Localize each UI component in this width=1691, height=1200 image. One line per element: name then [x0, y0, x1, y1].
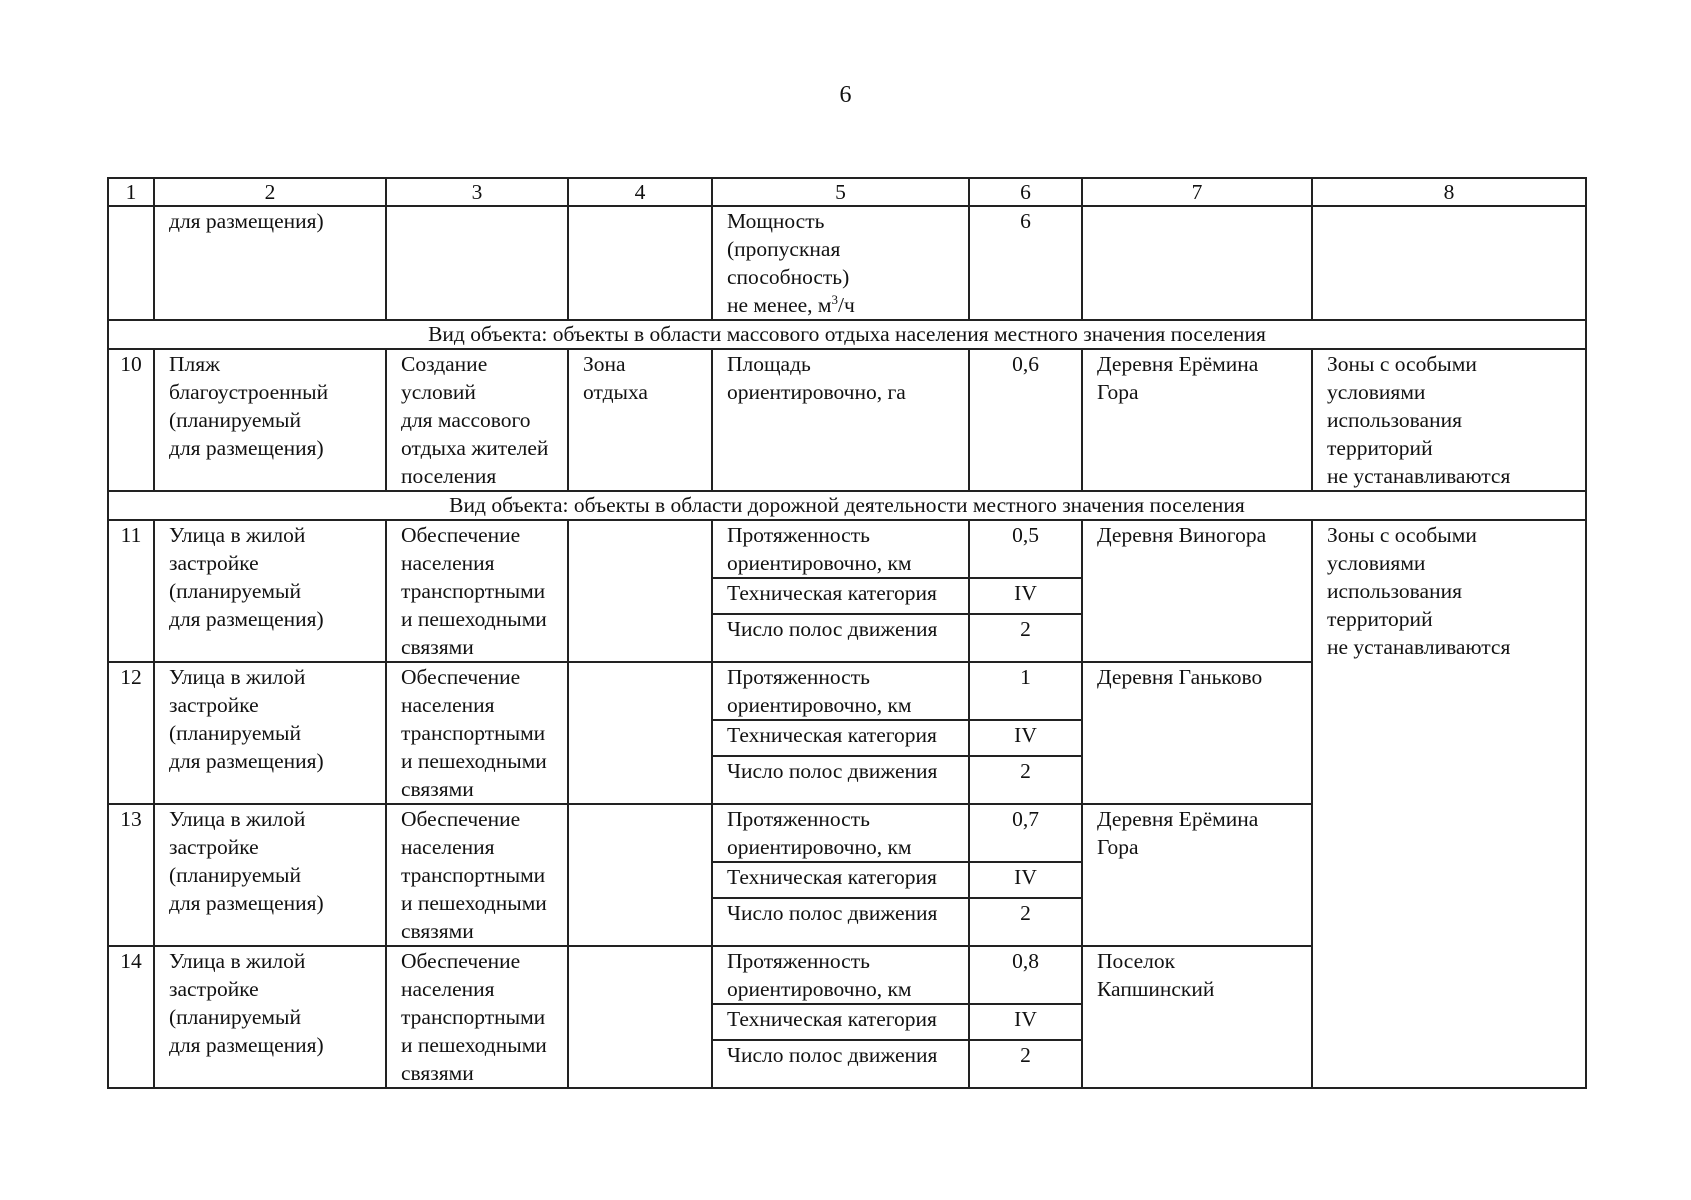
- column-number-cell: 6: [969, 178, 1082, 206]
- purpose-cell: Обеспечение населения транспортными и пешеходными связями: [386, 946, 568, 1088]
- object-name-cell: Улица в жилой застройке (планируемый для размещения): [154, 520, 386, 662]
- parameter-cell: Число полос движения: [712, 1040, 969, 1088]
- page-number: 6: [839, 82, 852, 108]
- parameter-cell: Протяженность ориентировочно, км: [712, 662, 969, 720]
- row-number-cell: 11: [108, 520, 154, 662]
- value-cell: 0,8: [969, 946, 1082, 1004]
- parameter-cell: Протяженность ориентировочно, км: [712, 804, 969, 862]
- value-cell: 0,7: [969, 804, 1082, 862]
- column-number-row: [108, 178, 1586, 206]
- column-number-cell: 4: [568, 178, 712, 206]
- purpose-cell: Обеспечение населения транспортными и пешеходными связями: [386, 804, 568, 946]
- location-cell: Поселок Капшинский: [1082, 946, 1312, 1088]
- value-cell: 0,6: [969, 349, 1082, 491]
- value-cell: 2: [969, 1040, 1082, 1088]
- row-number-cell: 12: [108, 662, 154, 804]
- parameter-cell: Техническая категория: [712, 720, 969, 756]
- column-number-cell: 8: [1312, 178, 1586, 206]
- value-cell: 2: [969, 898, 1082, 946]
- value-cell: 1: [969, 662, 1082, 720]
- purpose-cell: Обеспечение населения транспортными и пешеходными связями: [386, 520, 568, 662]
- parameter-cell: Число полос движения: [712, 898, 969, 946]
- section-row: [108, 320, 1586, 349]
- purpose-cell: Создание условий для массового отдыха жителей поселения: [386, 349, 568, 491]
- table-row: [108, 349, 1586, 491]
- value-cell: 6: [969, 206, 1082, 320]
- object-name-cell: для размещения): [154, 206, 386, 320]
- location-cell: Деревня Ганьково: [1082, 662, 1312, 804]
- location-cell: Деревня Виногора: [1082, 520, 1312, 662]
- row-number-cell: [108, 206, 154, 320]
- parameter-cell: Техническая категория: [712, 862, 969, 898]
- value-cell: 2: [969, 756, 1082, 804]
- zone-cell: [568, 520, 712, 662]
- section-row: [108, 491, 1586, 520]
- location-cell: Деревня Ерёмина Гора: [1082, 349, 1312, 491]
- parameter-cell: Протяженность ориентировочно, км: [712, 520, 969, 578]
- purpose-cell: [386, 206, 568, 320]
- objects-table: [107, 177, 1587, 1089]
- section-title-roads: Вид объекта: объекты в области дорожной деятельности местного значения поселения: [108, 491, 1586, 520]
- column-number-cell: 1: [108, 178, 154, 206]
- zone-cell: [568, 946, 712, 1088]
- zone-cell: [568, 662, 712, 804]
- object-name-cell: Улица в жилой застройке (планируемый для размещения): [154, 946, 386, 1088]
- zone-cell: Зона отдыха: [568, 349, 712, 491]
- parameter-cell: Протяженность ориентировочно, км: [712, 946, 969, 1004]
- zone-cell: [568, 206, 712, 320]
- value-cell: 0,5: [969, 520, 1082, 578]
- value-cell: IV: [969, 720, 1082, 756]
- value-cell: IV: [969, 862, 1082, 898]
- restrictions-cell: [1312, 206, 1586, 320]
- column-number-cell: 3: [386, 178, 568, 206]
- value-cell: 2: [969, 614, 1082, 662]
- restrictions-cell: Зоны с особыми условиями использования территорий не устанавливаются: [1312, 520, 1586, 1088]
- location-cell: Деревня Ерёмина Гора: [1082, 804, 1312, 946]
- row-number-cell: 14: [108, 946, 154, 1088]
- object-name-cell: Улица в жилой застройке (планируемый для размещения): [154, 662, 386, 804]
- capacity-unit-tail: /ч: [838, 293, 855, 317]
- parameter-cell: [712, 206, 969, 320]
- parameter-cell: Число полос движения: [712, 614, 969, 662]
- value-cell: IV: [969, 578, 1082, 614]
- parameter-cell: Техническая категория: [712, 1004, 969, 1040]
- continuation-row: [108, 206, 1586, 320]
- restrictions-cell: Зоны с особыми условиями использования территорий не устанавливаются: [1312, 349, 1586, 491]
- object-name-cell: Улица в жилой застройке (планируемый для размещения): [154, 804, 386, 946]
- object-name-cell: Пляж благоустроенный (планируемый для размещения): [154, 349, 386, 491]
- purpose-cell: Обеспечение населения транспортными и пешеходными связями: [386, 662, 568, 804]
- column-number-cell: 5: [712, 178, 969, 206]
- column-number-cell: 2: [154, 178, 386, 206]
- column-number-cell: 7: [1082, 178, 1312, 206]
- row-number-cell: 13: [108, 804, 154, 946]
- table-row: [108, 520, 1586, 578]
- parameter-cell: Площадь ориентировочно, га: [712, 349, 969, 491]
- parameter-cell: Число полос движения: [712, 756, 969, 804]
- row-number-cell: 10: [108, 349, 154, 491]
- capacity-unit-exponent: 3: [831, 291, 839, 307]
- parameter-cell: Техническая категория: [712, 578, 969, 614]
- zone-cell: [568, 804, 712, 946]
- value-cell: IV: [969, 1004, 1082, 1040]
- capacity-label: Мощность (пропускная способность) не менее, м: [727, 209, 850, 317]
- location-cell: [1082, 206, 1312, 320]
- section-title-recreation: Вид объекта: объекты в области массового отдыха населения местного значения поселения: [108, 320, 1586, 349]
